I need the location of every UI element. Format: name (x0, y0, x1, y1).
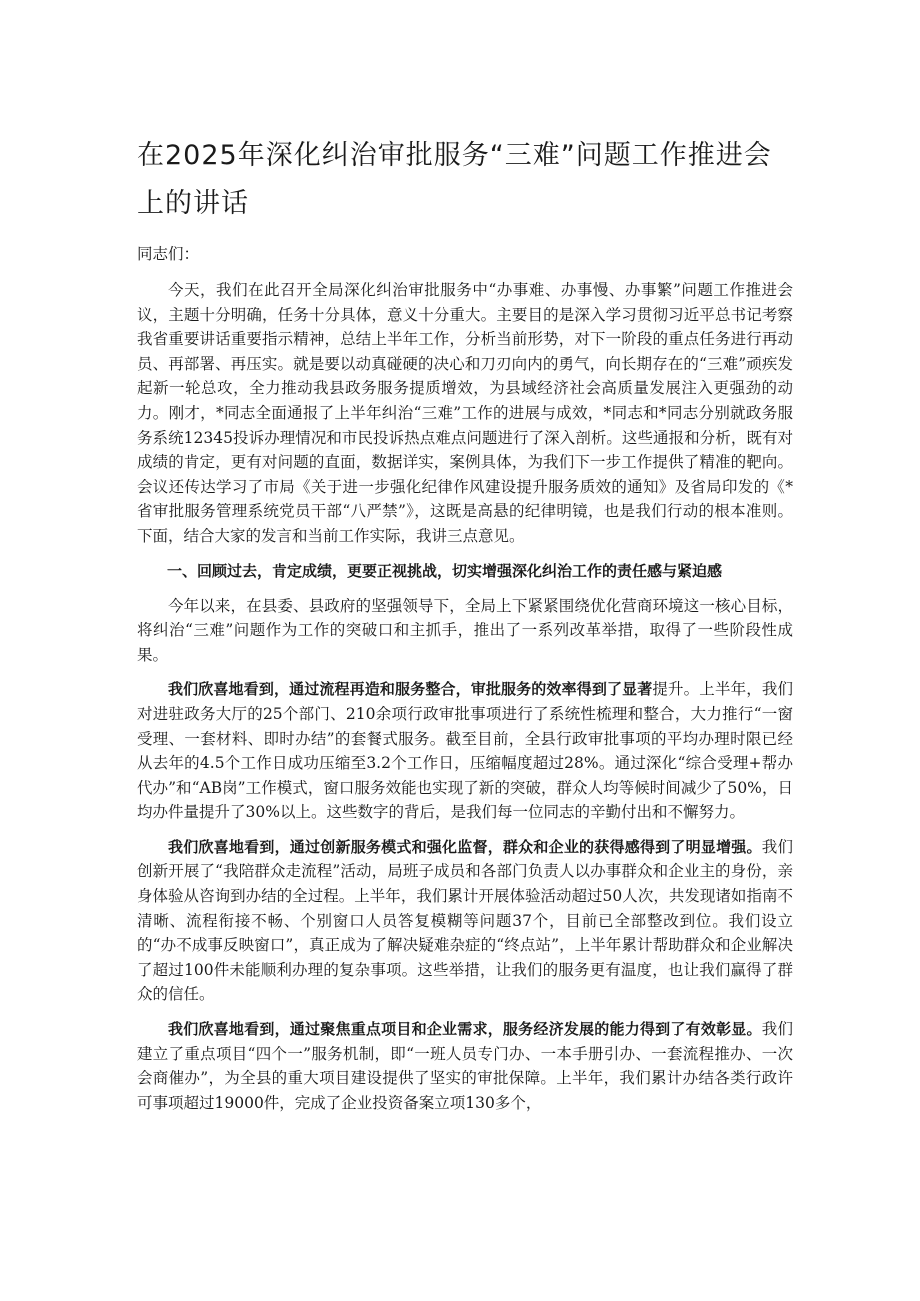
achievement-paragraph-satisfaction (137, 835, 793, 1007)
achievement-paragraph-economy (137, 1017, 793, 1115)
paragraph-body: 提升。上半年，我们对进驻政务大厅的25个部门、210余项行政审批事项进行了系统性梳理和整合，大力推行“一窗受理、一套材料、即时办结”的套餐式服务。截至目前，全县行政审批事项的平均办理时限已经从去年的4.5个工作日成功压缩至3.2个工作日，压缩幅度超过28%。通过深化“综合受理+帮办代办”和“AB岗”工作模式，窗口服务效能也实现了新的突破，群众人均等候时间减少了50%，日均办件量提升了30%以上。这些数字的背后，是我们每一位同志的辛勤付出和不懈努力。 (137, 680, 793, 822)
paragraph-lead-sentence: 我们欣喜地看到，通过创新服务模式和强化监督，群众和企业的获得感得到了明显增强。 (168, 837, 762, 856)
salutation: 同志们： (137, 245, 200, 263)
document-page (137, 132, 793, 1125)
section-1-heading: 一、回顾过去，肯定成绩，更要正视挑战，切实增强深化纠治工作的责任感与紧迫感 (167, 561, 723, 580)
paragraph-lead-sentence: 我们欣喜地看到，通过流程再造和服务整合，审批服务的效率得到了显著 (168, 680, 653, 699)
document-title: 在2025年深化纠治审批服务“三难”问题工作推进会上的讲话 (137, 140, 772, 219)
section-1-intro-paragraph: 今年以来，在县委、县政府的坚强领导下，全局上下紧紧围绕优化营商环境这一核心目标，将纠治“三难”问题作为工作的突破口和主抓手，推出了一系列改革举措，取得了一些阶段性成果。 (137, 596, 793, 664)
paragraph-body: 我们建立了重点项目“四个一”服务机制，即“一班人员专门办、一本手册引办、一套流程推办、一次会商催办”，为全县的重大项目建设提供了坚实的审批保障。上半年，我们累计办结各类行政许可事项超过19000件，完成了企业投资备案立项130多个， (137, 1020, 793, 1112)
paragraph-body: 我们创新开展了“我陪群众走流程”活动，局班子成员和各部门负责人以办事群众和企业主的身份，亲身体验从咨询到办结的全过程。上半年，我们累计开展体验活动超过50人次，共发现诸如指南不清晰、流程衔接不畅、个别窗口人员答复模糊等问题37个，目前已全部整改到位。我们设立的“办不成事反映窗口”，真正成为了解决疑难杂症的“终点站”，上半年累计帮助群众和企业解决了超过100件未能顺利办理的复杂事项。这些举措，让我们的服务更有温度，也让我们赢得了群众的信任。 (137, 837, 793, 1004)
intro-paragraph: 今天，我们在此召开全局深化纠治审批服务中“办事难、办事慢、办事繁”问题工作推进会议，主题十分明确，任务十分具体，意义十分重大。主要目的是深入学习贯彻习近平总书记考察我省重要讲话重要指示精神，总结上半年工作，分析当前形势，对下一阶段的重点任务进行再动员、再部署、再压实。就是要以动真碰硬的决心和刀刃向内的勇气，向长期存在的“三难”顽疾发起新一轮总攻，全力推动我县政务服务提质增效，为县域经济社会高质量发展注入更强劲的动力。刚才，*同志全面通报了上半年纠治“三难”工作的进展与成效，*同志和*同志分别就政务服务系统12345投诉办理情况和市民投诉热点难点问题进行了深入剖析。这些通报和分析，既有对成绩的肯定，更有对问题的直面，数据详实，案例具体，为我们下一步工作提供了精准的靶向。会议还传达学习了市局《关于进一步强化纪律作风建设提升服务质效的通知》及省局印发的《*省审批服务管理系统党员干部“八严禁”》，这既是高悬的纪律明镜，也是我们行动的根本准则。下面，结合大家的发言和当前工作实际，我讲三点意见。 (137, 281, 793, 545)
achievement-paragraph-efficiency (137, 677, 793, 825)
paragraph-lead-sentence: 我们欣喜地看到，通过聚焦重点项目和企业需求，服务经济发展的能力得到了有效彰显。 (168, 1020, 762, 1039)
